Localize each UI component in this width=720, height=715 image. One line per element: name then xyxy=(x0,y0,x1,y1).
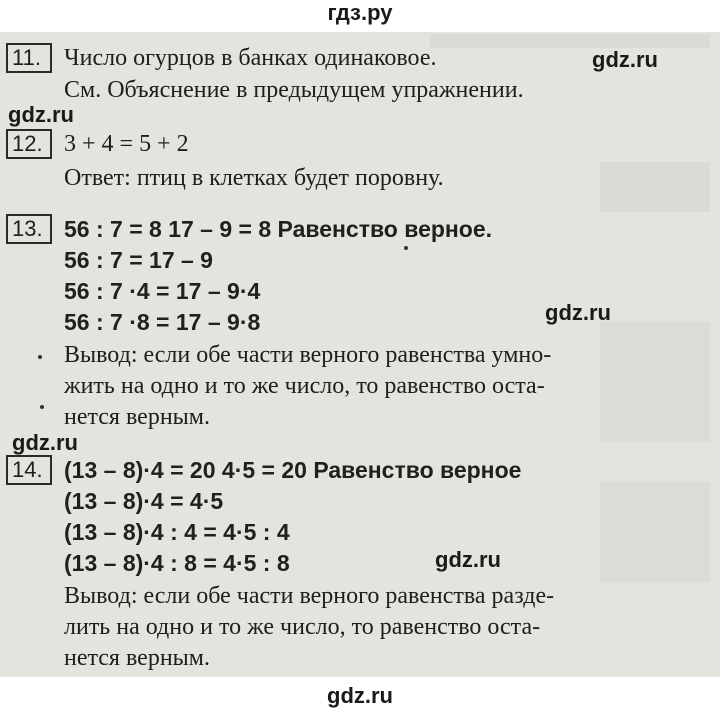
bleed-through-texture xyxy=(600,482,710,582)
exercise-number-box: 12. xyxy=(6,129,52,159)
header-title: гдз.ру xyxy=(327,0,393,25)
watermark: gdz.ru xyxy=(592,47,658,72)
exercise-text-line: (13 – 8)·4 : 8 = 4·5 : 8 xyxy=(64,550,290,576)
watermark: gdz.ru xyxy=(8,102,74,127)
exercise-number-box: 11. xyxy=(6,43,52,73)
exercise-text-line: Число огурцов в банках одинаковое. xyxy=(64,45,437,71)
site-header xyxy=(0,0,720,32)
exercise-text-line: Ответ: птиц в клетках будет поровну. xyxy=(64,165,444,191)
exercise-text-line: жить на одно и то же число, то равенство оста- xyxy=(64,373,545,399)
exercise-number-box: 14. xyxy=(6,455,52,485)
bleed-through-texture xyxy=(600,162,710,212)
exercise-text-line: (13 – 8)·4 : 4 = 4·5 : 4 xyxy=(64,519,290,545)
bleed-through-texture xyxy=(430,34,710,48)
watermark: gdz.ru xyxy=(545,300,611,325)
scan-speck xyxy=(38,355,42,359)
exercise-text-line: Вывод: если обе части верного равенства умно- xyxy=(64,342,552,368)
exercise-text-line: лить на одно и то же число, то равенство оста- xyxy=(64,614,541,640)
scan-speck xyxy=(404,246,408,250)
exercise-text-line: 56 : 7 ·4 = 17 – 9·4 xyxy=(64,278,261,304)
footer-title: gdz.ru xyxy=(327,683,393,708)
exercise-text-line: См. Объяснение в предыдущем упражнении. xyxy=(64,77,524,103)
bleed-through-texture xyxy=(600,322,710,442)
watermark: gdz.ru xyxy=(435,547,501,572)
exercise-number-box: 13. xyxy=(6,214,52,244)
exercise-text-line: нется верным. xyxy=(64,404,210,430)
exercise-text-line: (13 – 8)·4 = 4·5 xyxy=(64,488,224,514)
watermark: gdz.ru xyxy=(12,430,78,455)
scanned-page xyxy=(0,32,720,677)
scan-speck xyxy=(40,405,44,409)
exercise-text-line: 56 : 7 = 17 – 9 xyxy=(64,247,213,273)
exercise-text-line: 56 : 7 ·8 = 17 – 9·8 xyxy=(64,309,261,335)
exercise-text-line: (13 – 8)·4 = 20 4·5 = 20 Равенство верное xyxy=(64,457,522,483)
exercise-text-line: 56 : 7 = 8 17 – 9 = 8 Равенство верное. xyxy=(64,216,493,242)
exercise-text-line: Вывод: если обе части верного равенства разде- xyxy=(64,583,555,609)
exercise-text-line: 3 + 4 = 5 + 2 xyxy=(64,131,189,157)
site-footer xyxy=(0,677,720,711)
exercise-text-line: нется верным. xyxy=(64,645,210,671)
